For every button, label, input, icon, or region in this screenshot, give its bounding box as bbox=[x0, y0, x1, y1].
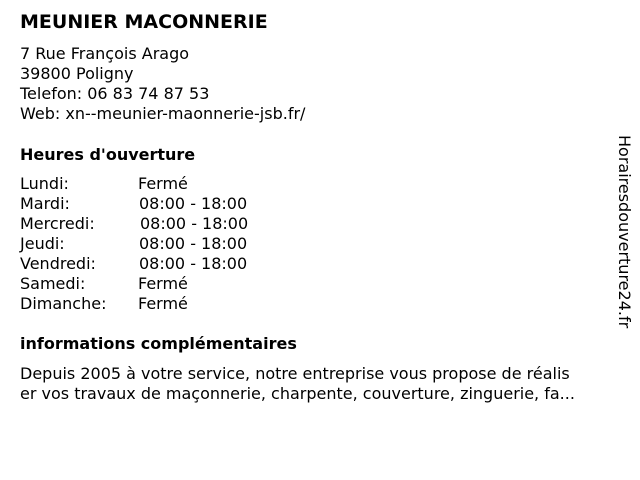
hours-value: 08:00 - 18:00 bbox=[139, 194, 248, 213]
address-line-city: 39800 Poligny bbox=[20, 64, 134, 83]
phone-line: Telefon: 06 83 74 87 53 bbox=[20, 84, 210, 103]
hours-day-label: Vendredi: bbox=[20, 254, 96, 273]
website-line: Web: xn--meunier-maonnerie-jsb.fr/ bbox=[20, 104, 306, 123]
opening-hours-heading: Heures d'ouverture bbox=[20, 145, 196, 164]
hours-day-label: Mardi: bbox=[20, 194, 70, 213]
site-watermark: Horairesdouverture24.fr bbox=[615, 135, 634, 329]
hours-value: Fermé bbox=[138, 274, 188, 293]
hours-day-label: Lundi: bbox=[20, 174, 69, 193]
hours-day-label: Samedi: bbox=[20, 274, 86, 293]
address-line-street: 7 Rue François Arago bbox=[20, 44, 190, 63]
hours-value: Fermé bbox=[138, 174, 188, 193]
business-description bbox=[20, 364, 624, 404]
hours-value: 08:00 - 18:00 bbox=[139, 254, 248, 273]
hours-value: 08:00 - 18:00 bbox=[139, 234, 248, 253]
additional-info-heading: informations complémentaires bbox=[20, 334, 297, 353]
hours-day-label: Mercredi: bbox=[20, 214, 95, 233]
hours-value: Fermé bbox=[138, 294, 188, 313]
business-name: MEUNIER MACONNERIE bbox=[20, 11, 268, 33]
hours-day-label: Dimanche: bbox=[20, 294, 107, 313]
description-line: Depuis 2005 à votre service, notre entreprise vous propose de réalis bbox=[20, 364, 570, 383]
hours-value: 08:00 - 18:00 bbox=[140, 214, 249, 233]
hours-day-label: Jeudi: bbox=[20, 234, 65, 253]
description-line: er vos travaux de maçonnerie, charpente, couverture, zinguerie, fa... bbox=[20, 384, 575, 403]
